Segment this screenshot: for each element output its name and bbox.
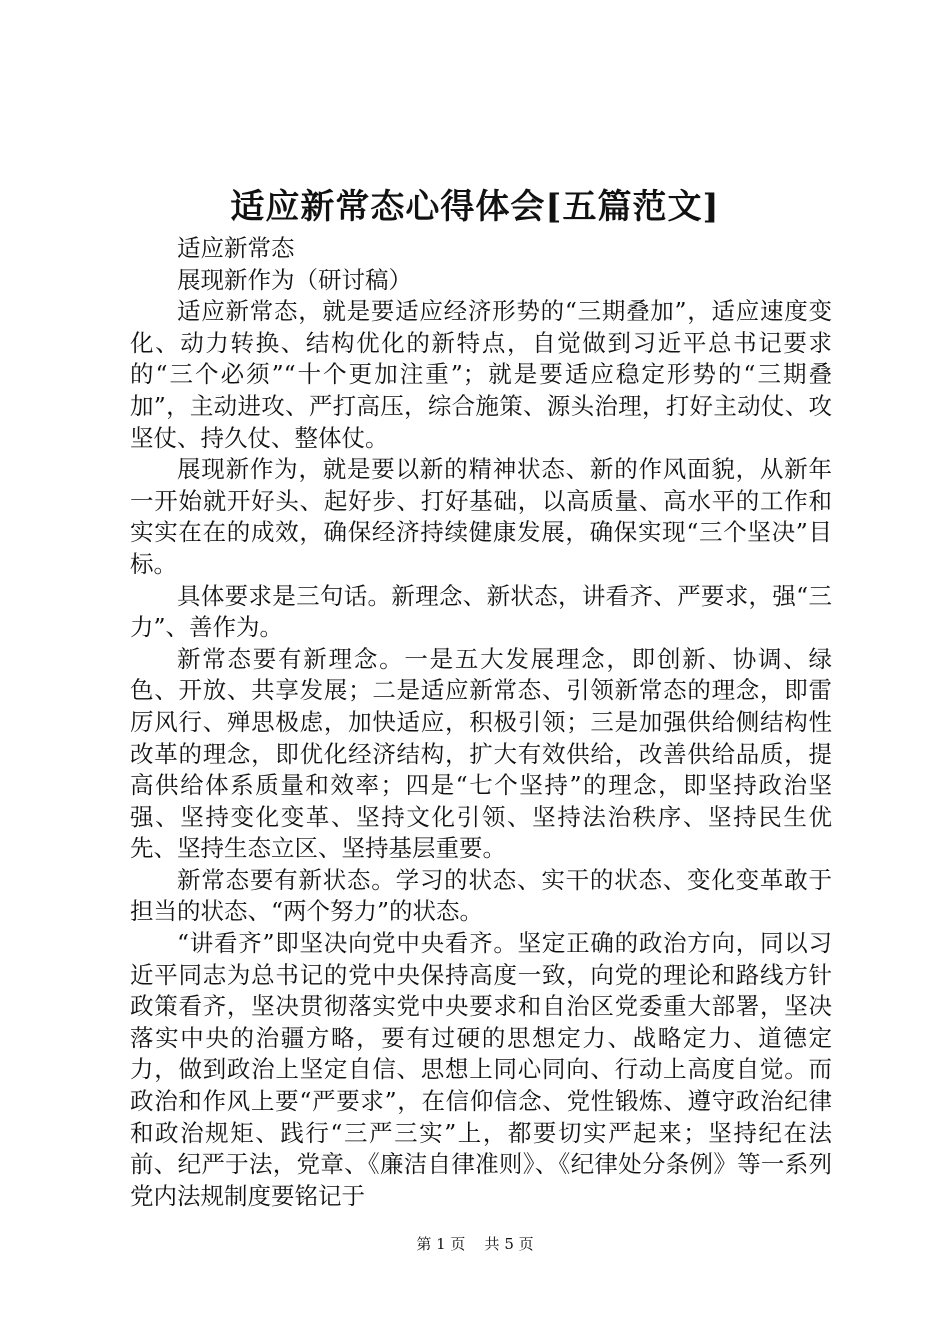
paragraph: 展现新作为，就是要以新的精神状态、新的作风面貌，从新年一开始就开好头、起好步、打好基础，以高质量、高水平的工作和实实在在的成效，确保经济持续健康发展，确保实现“三个坚决”目标。 xyxy=(130,455,832,578)
document-body xyxy=(130,233,832,1212)
page-total: 共 5 页 xyxy=(484,1235,534,1253)
paragraph: 具体要求是三句话。新理念、新状态，讲看齐、严要求，强“三力”、善作为。 xyxy=(130,581,832,642)
paragraph: 展现新作为（研讨稿） xyxy=(177,265,412,294)
paragraph: “讲看齐”即坚决向党中央看齐。坚定正确的政治方向，同以习近平同志为总书记的党中央保持高度一致，向党的理论和路线方针政策看齐，坚决贯彻落实党中央要求和自治区党委重大部署，坚决落实中央的治疆方略，要有过硬的思想定力、战略定力、道德定力，做到政治上坚定自信、思想上同心同向、行动上高度自觉。而政治和作风上要“严要求”，在信仰信念、党性锻炼、遵守政治纪律和政治规矩、践行“三严三实”上，都要切实严起来；坚持纪在法前、纪严于法，党章、《廉洁自律准则》、《纪律处分条例》等一系列党内法规制度要铭记于 xyxy=(130,929,832,1210)
paragraph: 新常态要有新理念。一是五大发展理念，即创新、协调、绿色、开放、共享发展；二是适应新常态、引领新常态的理念，即雷厉风行、殚思极虑，加快适应，积极引领；三是加强供给侧结构性改革的理念，即优化经济结构，扩大有效供给，改善供给品质，提高供给体系质量和效率；四是“七个坚持”的理念，即坚持政治坚强、坚持变化变革、坚持文化引领、坚持法治秩序、坚持民生优先、坚持生态立区、坚持基层重要。 xyxy=(130,644,832,863)
page-separator xyxy=(470,1234,480,1254)
page-footer xyxy=(0,1234,950,1254)
paragraph: 新常态要有新状态。学习的状态、实干的状态、变化变革敢于担当的状态、“两个努力”的状态。 xyxy=(130,865,832,926)
paragraph: 适应新常态，就是要适应经济形势的“三期叠加”，适应速度变化、动力转换、结构优化的新特点，自觉做到习近平总书记要求的“三个必须”“十个更加注重”；就是要适应稳定形势的“三期叠加”，主动进攻、严打高压，综合施策、源头治理，打好主动仗、攻坚仗、持久仗、整体仗。 xyxy=(130,297,832,452)
paragraph: 适应新常态 xyxy=(177,234,295,262)
document-title: 适应新常态心得体会[五篇范文] xyxy=(230,187,720,227)
page-number: 第 1 页 xyxy=(416,1235,466,1253)
